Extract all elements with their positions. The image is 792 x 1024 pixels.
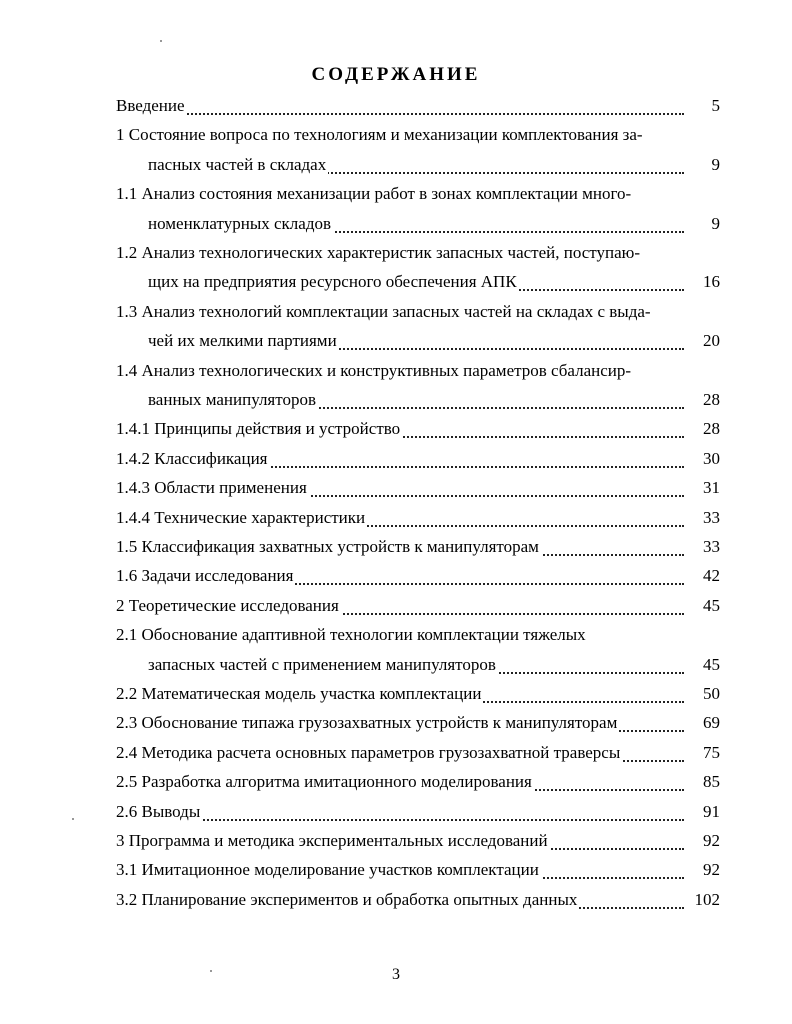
toc-line-text: 3 Программа и методика экспериментальных исследований <box>116 831 548 850</box>
toc-page-number: 33 <box>703 507 720 527</box>
toc-line-text: 1.4 Анализ технологических и конструктивных параметров сбалансир- <box>116 360 632 380</box>
page-title: СОДЕРЖАНИЕ <box>311 64 481 85</box>
toc-line-text: ванных манипуляторов <box>148 390 316 409</box>
toc-line <box>116 770 684 794</box>
toc-page-number: 16 <box>703 272 720 292</box>
toc-line <box>116 447 684 471</box>
toc-page-number: 31 <box>703 478 720 498</box>
toc-line <box>116 829 684 853</box>
toc-line-text: 1.4.1 Принципы действия и устройство <box>116 419 401 439</box>
toc-line-text: 3.1 Имитационное моделирование участков комплектации <box>116 860 539 880</box>
toc-line <box>148 388 684 412</box>
toc-line-text: 3.2 Планирование экспериментов и обработка опытных данных <box>116 889 578 909</box>
toc-line <box>116 888 684 912</box>
page-number: 3 <box>392 966 400 983</box>
toc-line <box>116 564 684 588</box>
toc-line-text: Введение <box>116 96 185 115</box>
toc-line-text: 2.5 Разработка алгоритма имитационного моделирования <box>116 772 532 792</box>
toc-line-text: номенклатурных складов <box>148 213 332 233</box>
toc-line <box>116 741 684 765</box>
toc-page-number: 45 <box>703 595 720 615</box>
toc-line <box>148 653 684 677</box>
toc-line <box>116 506 684 530</box>
toc-line <box>116 123 700 147</box>
toc-page-number: 45 <box>703 654 720 674</box>
toc-line <box>116 800 684 824</box>
toc-line <box>116 858 684 882</box>
toc-line-text: 1 Состояние вопроса по технологиям и механизации комплектования за- <box>116 125 643 145</box>
toc-line-text: 1.1 Анализ состояния механизации работ в зонах комплектации много- <box>116 184 632 204</box>
toc-line <box>148 153 684 177</box>
toc-line-text: 1.2 Анализ технологических характеристик запасных частей, поступаю- <box>116 243 641 262</box>
scan-speck <box>210 970 212 972</box>
toc-line <box>116 535 684 559</box>
toc-line-text: пасных частей в складах <box>148 154 327 174</box>
toc-page-number: 75 <box>703 742 720 762</box>
toc-page-number: 91 <box>703 801 720 821</box>
toc-line <box>116 417 684 441</box>
toc-page-number: 5 <box>711 96 720 115</box>
toc-page-number: 92 <box>703 831 720 850</box>
toc-line-text: 1.3 Анализ технологий комплектации запасных частей на складах с выда- <box>116 301 651 321</box>
toc-line-text: 2 Теоретические исследования <box>116 595 339 615</box>
toc-line <box>116 241 700 265</box>
toc-line <box>116 594 684 618</box>
toc-page-number: 50 <box>703 684 720 703</box>
toc-line-text: 2.4 Методика расчета основных параметров грузозахватной траверсы <box>116 742 621 762</box>
toc-page-number: 85 <box>703 772 720 792</box>
toc-line-text: 2.3 Обоснование типажа грузозахватных устройств к манипуляторам <box>116 713 618 733</box>
toc-line <box>116 300 700 324</box>
scan-speck <box>72 818 74 820</box>
toc-line <box>116 682 684 706</box>
toc-page-number: 92 <box>703 860 720 880</box>
toc-line <box>116 182 700 206</box>
toc-page-number: 30 <box>703 448 720 468</box>
toc-line-text: запасных частей с применением манипуляторов <box>148 654 496 674</box>
toc-page-number: 9 <box>711 154 720 174</box>
toc-line-text: 2.6 Выводы <box>116 801 201 821</box>
toc-page-number: 33 <box>703 537 720 556</box>
toc-line-text: 2.1 Обоснование адаптивной технологии комплектации тяжелых <box>116 625 586 645</box>
toc-line-text: 1.4.2 Классификация <box>116 448 268 468</box>
toc-line <box>116 711 684 735</box>
toc-line-text: 2.2 Математическая модель участка комплектации <box>116 684 482 703</box>
toc-page-number: 28 <box>703 390 720 409</box>
toc-line <box>116 94 684 118</box>
toc-line-text: 1.5 Классификация захватных устройств к манипуляторам <box>116 537 539 556</box>
dot-leader <box>116 113 684 115</box>
scan-speck <box>160 40 162 42</box>
toc-line <box>148 270 684 294</box>
toc-line-text: чей их мелкими партиями <box>148 331 337 351</box>
toc-page-number: 28 <box>703 419 720 439</box>
toc-line-text: 1.6 Задачи исследования <box>116 566 294 586</box>
toc-page-number: 42 <box>703 566 720 586</box>
toc-page-number: 20 <box>703 331 720 351</box>
toc-line <box>116 476 684 500</box>
toc-page-number: 102 <box>694 889 720 909</box>
toc-line <box>148 212 684 236</box>
toc-line <box>116 623 700 647</box>
toc-line <box>116 359 700 383</box>
toc-line-text: щих на предприятия ресурсного обеспечения АПК <box>148 272 517 292</box>
toc-line-text: 1.4.4 Технические характеристики <box>116 507 366 527</box>
toc-line-text: 1.4.3 Области применения <box>116 478 307 498</box>
toc-line <box>148 329 684 353</box>
toc-page-number: 9 <box>711 213 720 233</box>
toc-page-number: 69 <box>703 713 720 733</box>
